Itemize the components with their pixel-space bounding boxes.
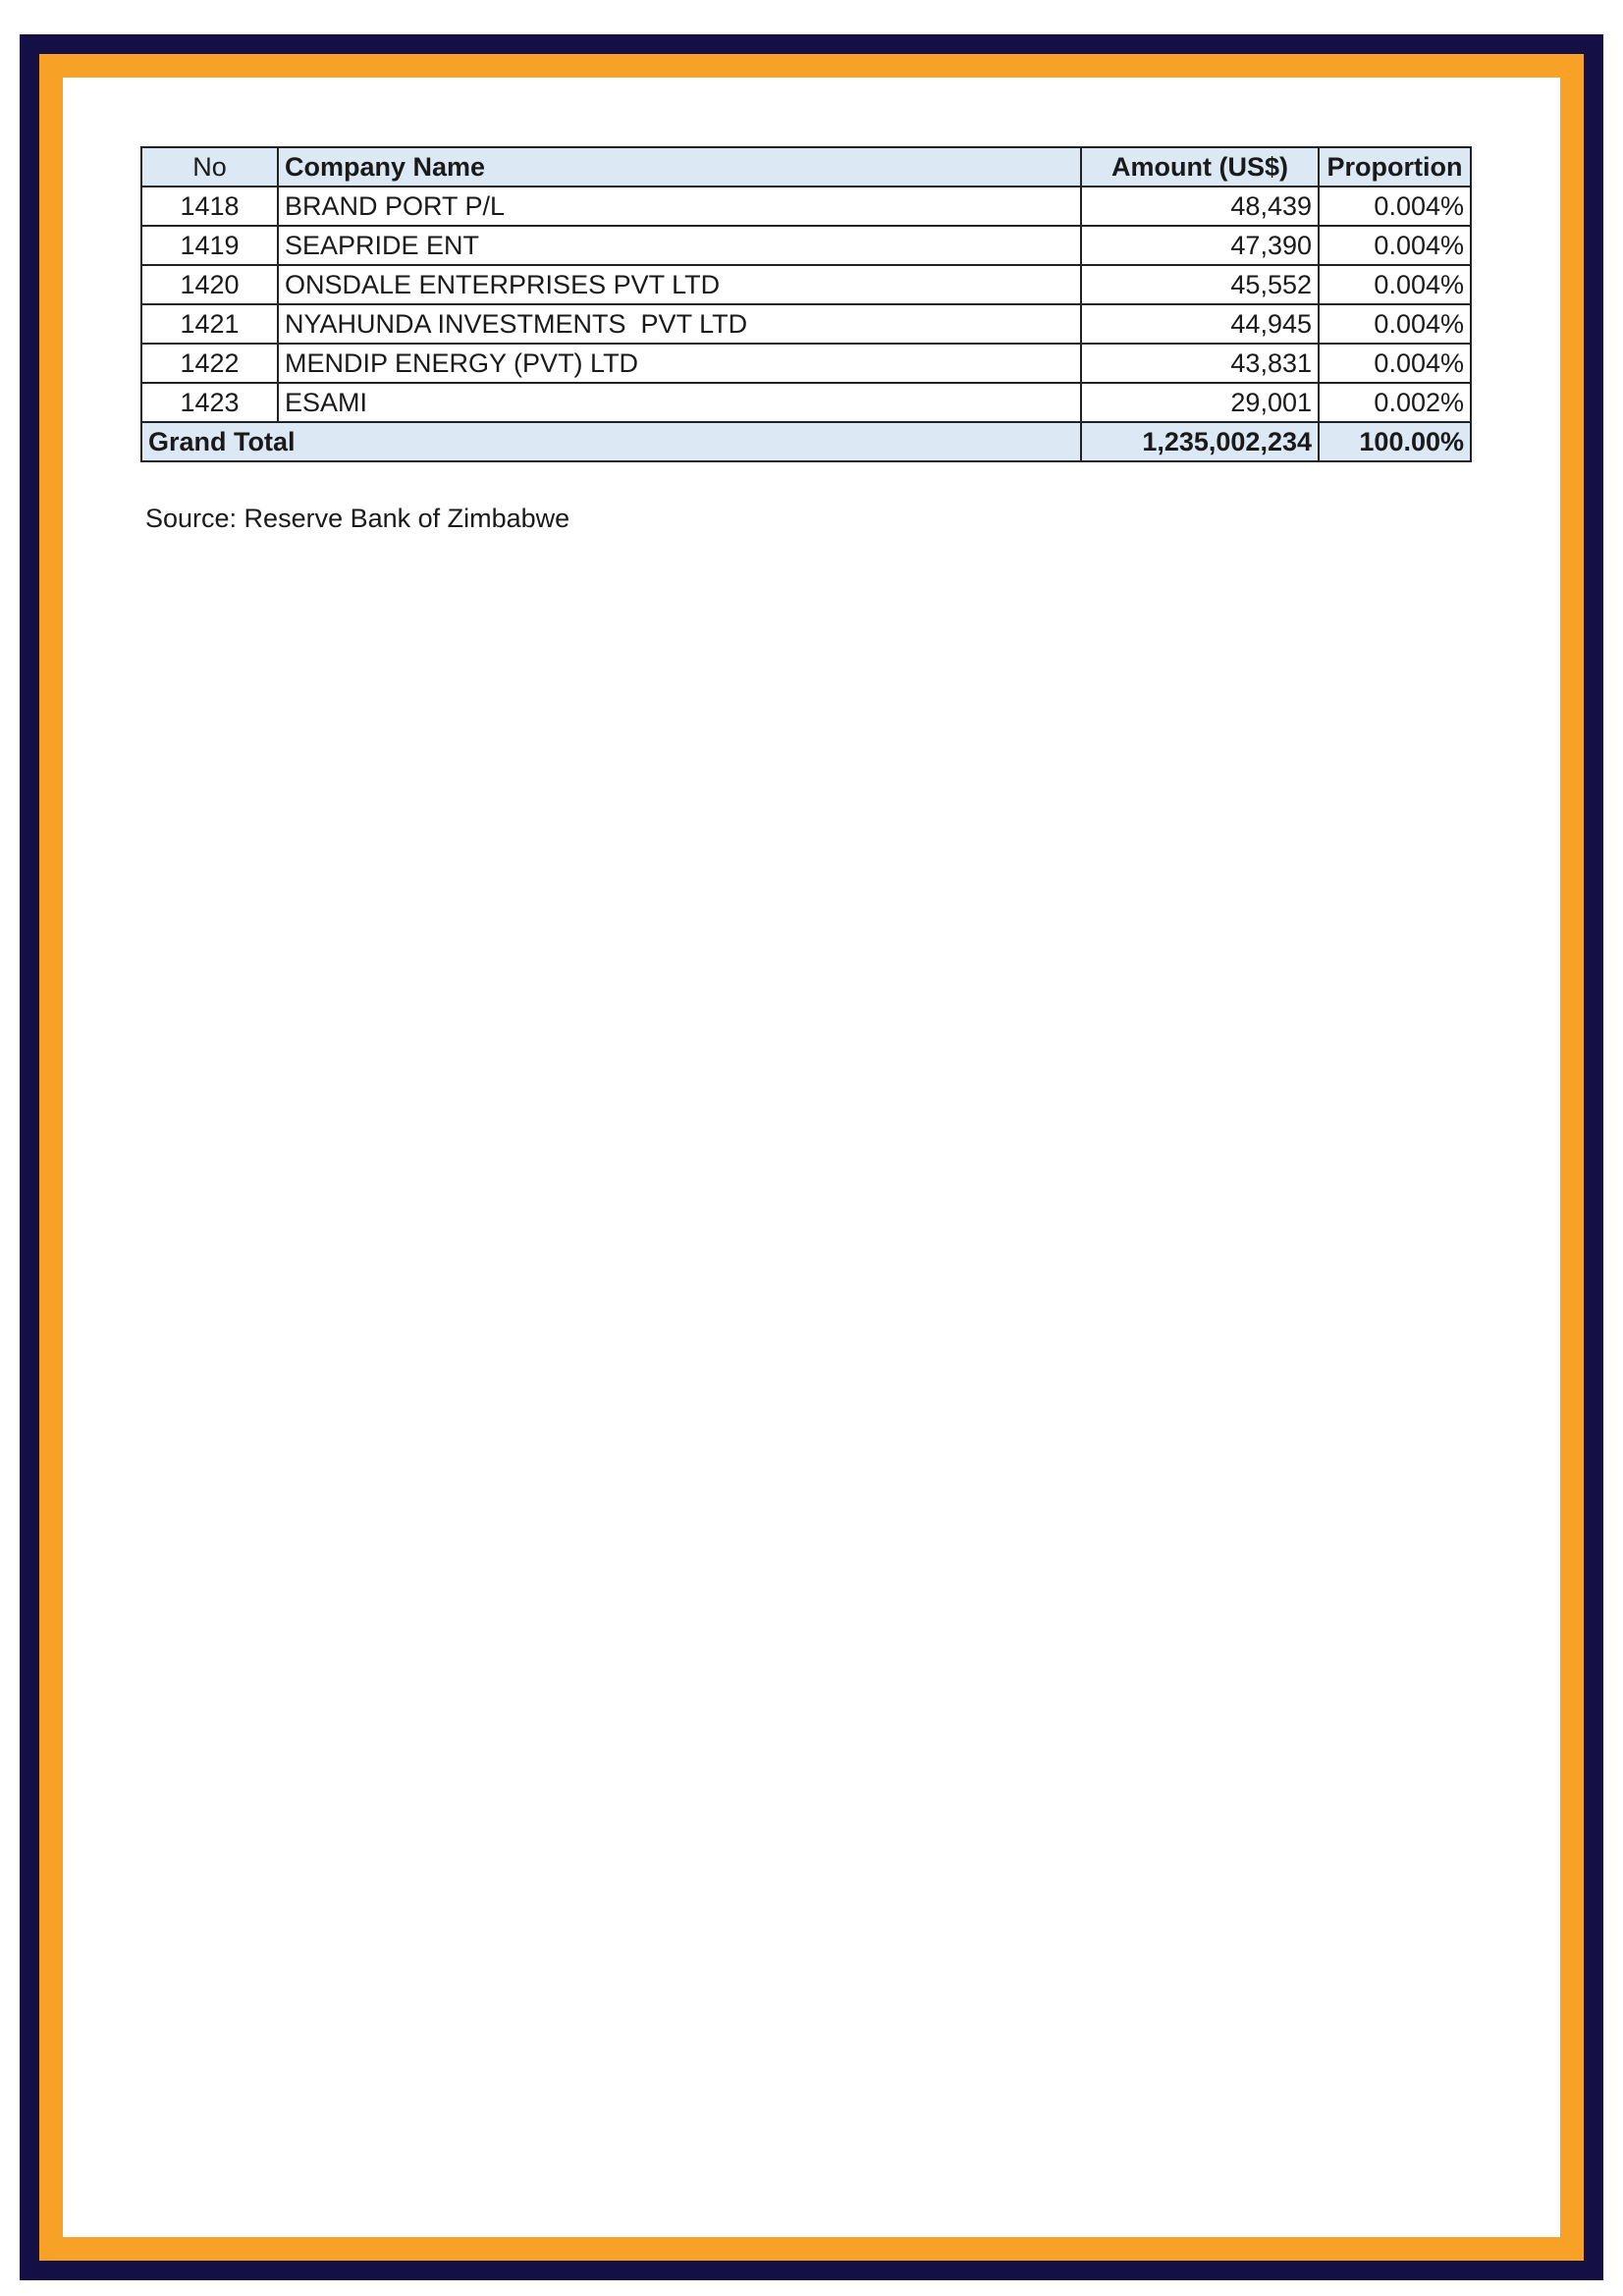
cell-proportion: 0.002% bbox=[1319, 383, 1471, 422]
cell-company-name: BRAND PORT P/L bbox=[278, 187, 1081, 226]
cell-amount: 29,001 bbox=[1081, 383, 1319, 422]
cell-no: 1423 bbox=[141, 383, 278, 422]
cell-proportion: 0.004% bbox=[1319, 226, 1471, 265]
header-company-name: Company Name bbox=[278, 147, 1081, 187]
header-proportion: Proportion bbox=[1319, 147, 1471, 187]
cell-proportion: 0.004% bbox=[1319, 265, 1471, 304]
cell-no: 1422 bbox=[141, 344, 278, 383]
table-row bbox=[141, 344, 1471, 383]
cell-no: 1420 bbox=[141, 265, 278, 304]
cell-proportion: 0.004% bbox=[1319, 304, 1471, 344]
table-row bbox=[141, 383, 1471, 422]
cell-company-name: NYAHUNDA INVESTMENTS PVT LTD bbox=[278, 304, 1081, 344]
table-row bbox=[141, 226, 1471, 265]
cell-amount: 45,552 bbox=[1081, 265, 1319, 304]
table-row bbox=[141, 304, 1471, 344]
grand-total-amount: 1,235,002,234 bbox=[1081, 422, 1319, 461]
company-amount-table bbox=[140, 146, 1472, 462]
cell-amount: 43,831 bbox=[1081, 344, 1319, 383]
grand-total-label: Grand Total bbox=[141, 422, 1081, 461]
cell-amount: 47,390 bbox=[1081, 226, 1319, 265]
cell-proportion: 0.004% bbox=[1319, 187, 1471, 226]
source-note: Source: Reserve Bank of Zimbabwe bbox=[145, 504, 570, 533]
table-body bbox=[141, 187, 1471, 461]
page-content bbox=[140, 146, 1472, 534]
cell-no: 1419 bbox=[141, 226, 278, 265]
grand-total-proportion: 100.00% bbox=[1319, 422, 1471, 461]
header-no: No bbox=[141, 147, 278, 187]
grand-total-row bbox=[141, 422, 1471, 461]
cell-no: 1421 bbox=[141, 304, 278, 344]
cell-no: 1418 bbox=[141, 187, 278, 226]
cell-amount: 44,945 bbox=[1081, 304, 1319, 344]
table-header-row bbox=[141, 147, 1471, 187]
cell-company-name: ONSDALE ENTERPRISES PVT LTD bbox=[278, 265, 1081, 304]
cell-company-name: MENDIP ENERGY (PVT) LTD bbox=[278, 344, 1081, 383]
cell-amount: 48,439 bbox=[1081, 187, 1319, 226]
table-row bbox=[141, 187, 1471, 226]
cell-company-name: SEAPRIDE ENT bbox=[278, 226, 1081, 265]
header-amount: Amount (US$) bbox=[1081, 147, 1319, 187]
table-row bbox=[141, 265, 1471, 304]
cell-proportion: 0.004% bbox=[1319, 344, 1471, 383]
cell-company-name: ESAMI bbox=[278, 383, 1081, 422]
